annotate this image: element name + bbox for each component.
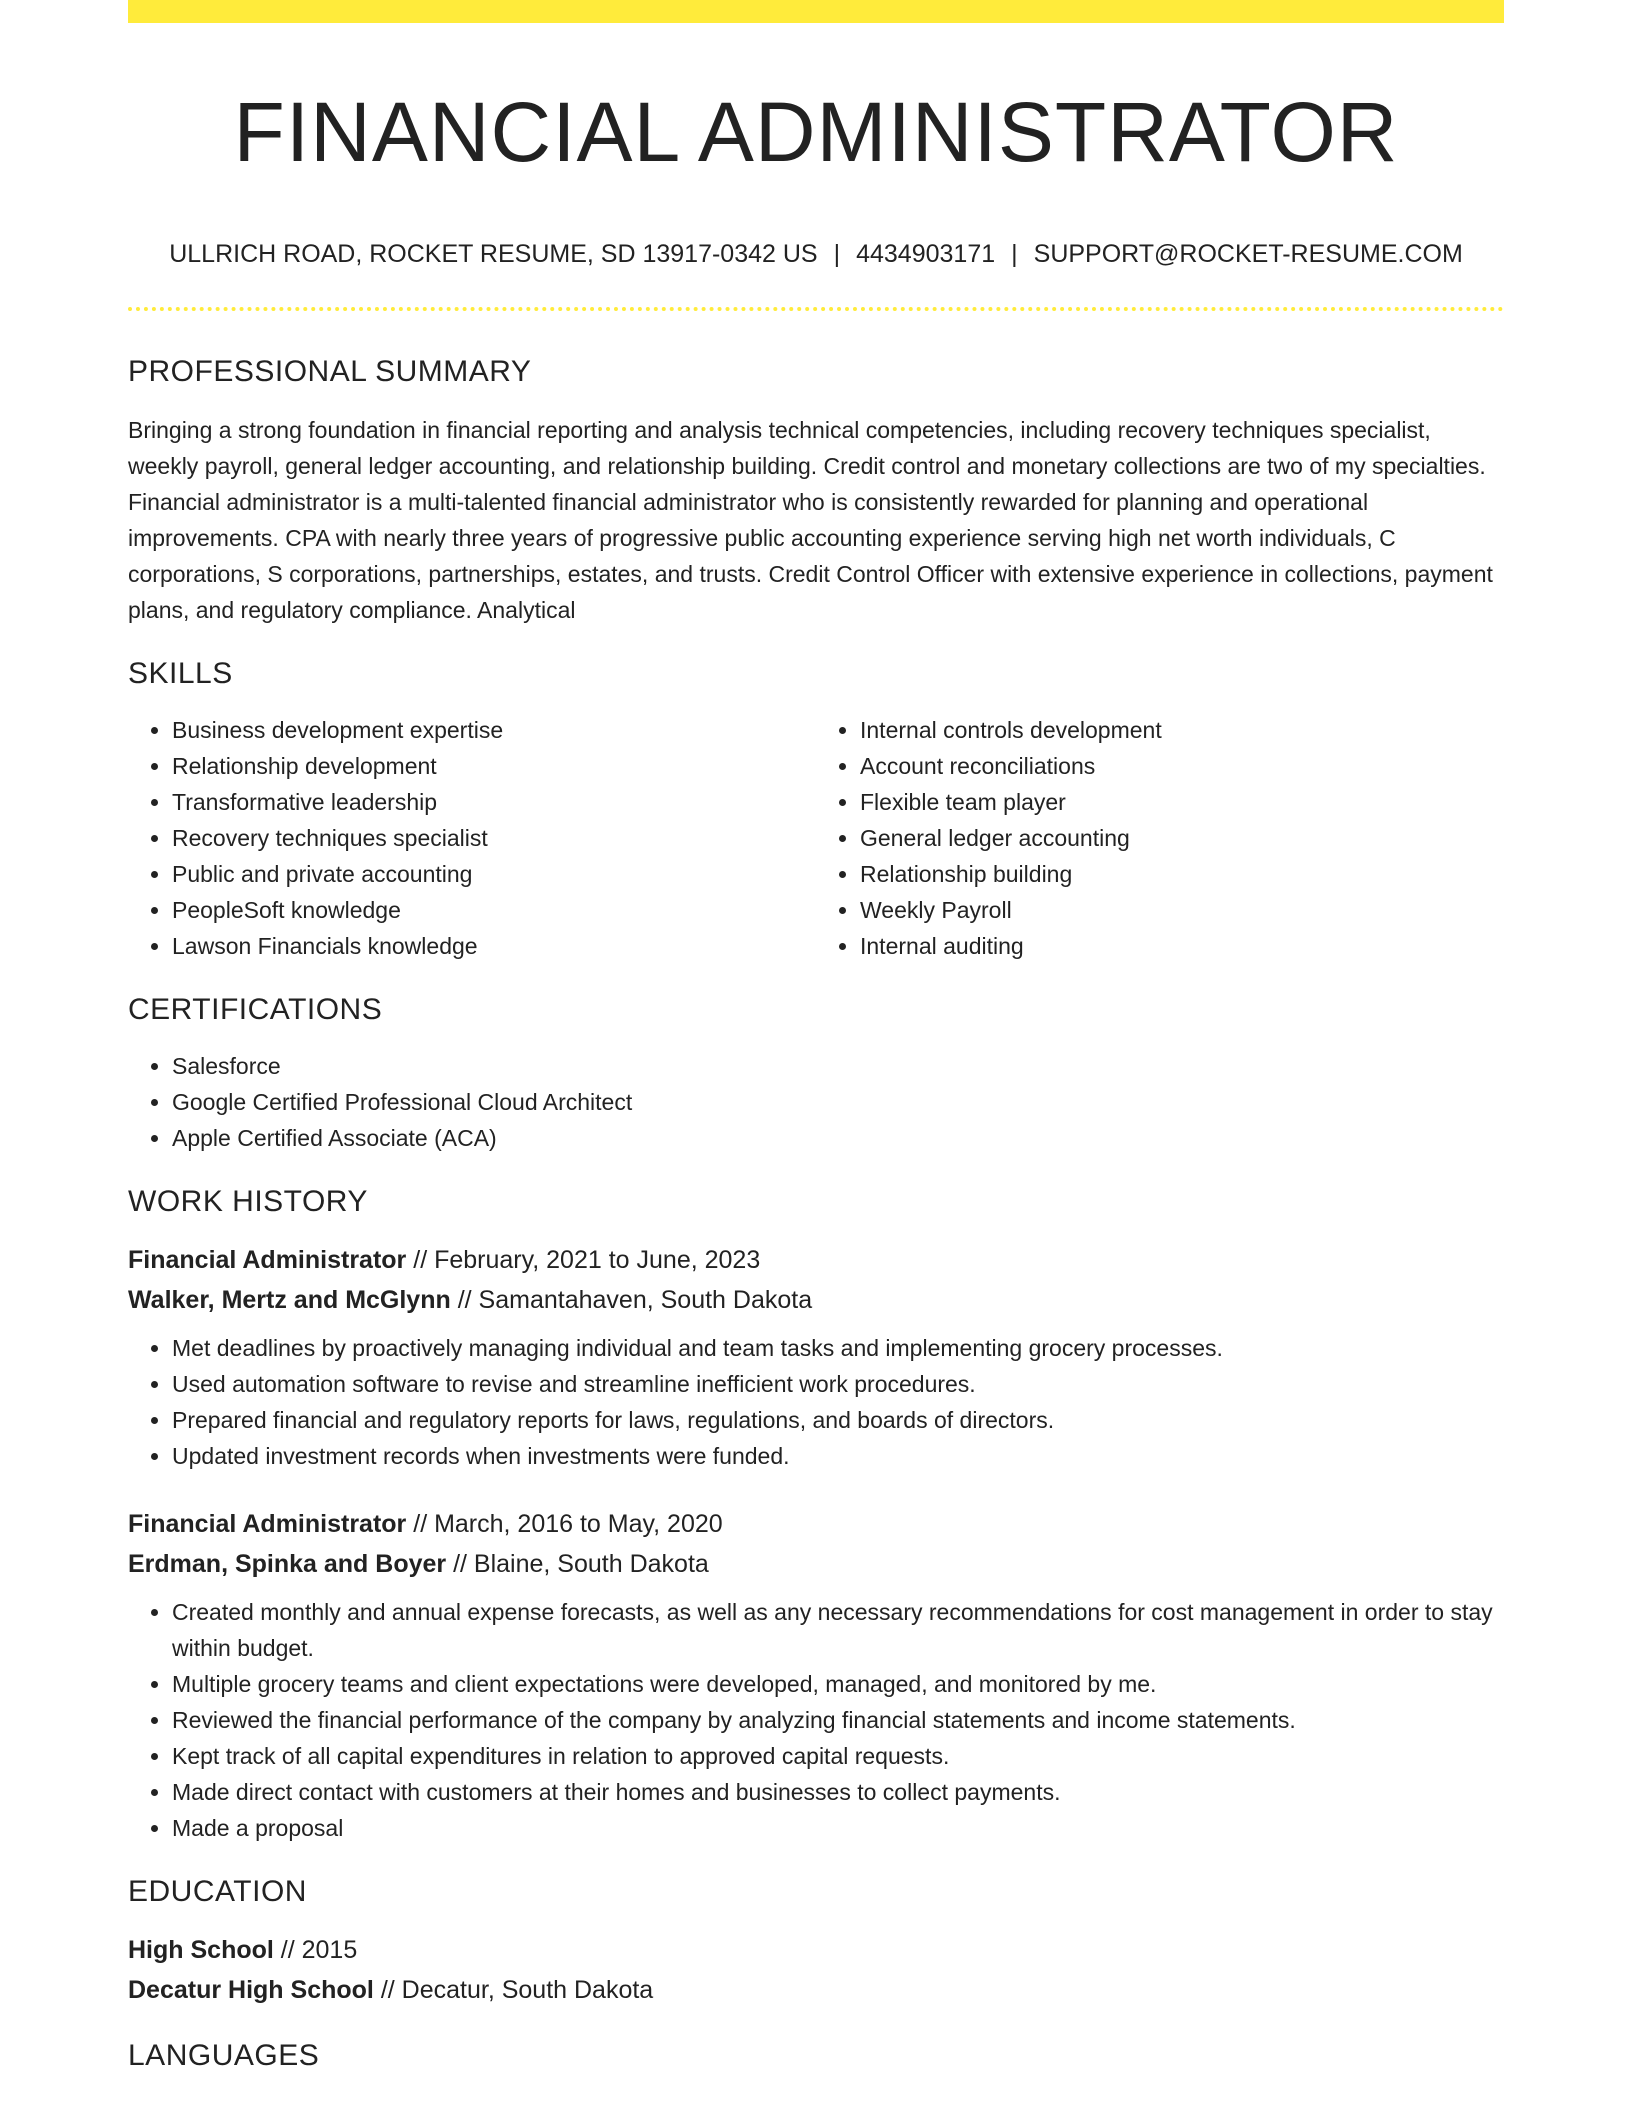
skill-item: • Relationship building bbox=[860, 856, 1504, 892]
job-bullet: • Kept track of all capital expenditures in relation to approved capital requests. bbox=[172, 1738, 1504, 1774]
work-history-section bbox=[128, 1182, 1504, 1846]
accent-top-bar bbox=[128, 0, 1504, 23]
section-heading-education: EDUCATION bbox=[128, 1875, 307, 1908]
job-bullets bbox=[128, 1594, 1504, 1846]
education-school: Decatur High School bbox=[128, 1976, 374, 2004]
certifications-section bbox=[128, 990, 1504, 1156]
contact-address: ULLRICH ROAD, ROCKET RESUME, SD 13917-0342 US bbox=[169, 240, 818, 268]
skills-columns bbox=[128, 712, 1504, 964]
education-entry bbox=[128, 1930, 1504, 2010]
job-company: Erdman, Spinka and Boyer bbox=[128, 1550, 447, 1578]
job-location: // Samantahaven, South Dakota bbox=[450, 1286, 813, 1314]
job-title: Financial Administrator bbox=[128, 1510, 407, 1538]
job-company: Walker, Mertz and McGlynn bbox=[128, 1286, 451, 1314]
certification-item: • Apple Certified Associate (ACA) bbox=[172, 1120, 1504, 1156]
skill-item: • Weekly Payroll bbox=[860, 892, 1504, 928]
skill-item: • Lawson Financials knowledge bbox=[172, 928, 816, 964]
job-dates: // February, 2021 to June, 2023 bbox=[406, 1246, 761, 1274]
job-bullet: • Updated investment records when investments were funded. bbox=[172, 1438, 1504, 1474]
education-year: // 2015 bbox=[273, 1936, 358, 1964]
skill-item: • PeopleSoft knowledge bbox=[172, 892, 816, 928]
job-bullet: • Made direct contact with customers at their homes and businesses to collect payments. bbox=[172, 1774, 1504, 1810]
education-section bbox=[128, 1872, 1504, 2010]
resume-body bbox=[128, 352, 1504, 2076]
skills-section bbox=[128, 654, 1504, 964]
education-location: // Decatur, South Dakota bbox=[373, 1976, 654, 2004]
section-heading-languages: LANGUAGES bbox=[128, 2039, 320, 2072]
certification-item: • Google Certified Professional Cloud Architect bbox=[172, 1084, 1504, 1120]
education-degree-line bbox=[128, 1930, 1504, 1970]
skill-item: • Relationship development bbox=[172, 748, 816, 784]
job-bullet: • Made a proposal bbox=[172, 1810, 1504, 1846]
dotted-divider bbox=[128, 307, 1504, 311]
job-bullet: • Used automation software to revise and streamline inefficient work procedures. bbox=[172, 1366, 1504, 1402]
skill-item: • General ledger accounting bbox=[860, 820, 1504, 856]
skill-item: • Account reconciliations bbox=[860, 748, 1504, 784]
skill-item: • Internal controls development bbox=[860, 712, 1504, 748]
certifications-list bbox=[128, 1048, 1504, 1156]
job-title: Financial Administrator bbox=[128, 1246, 407, 1274]
education-degree: High School bbox=[128, 1936, 274, 1964]
job-dates: // March, 2016 to May, 2020 bbox=[406, 1510, 723, 1538]
job-title-line bbox=[128, 1240, 1504, 1280]
skill-item: • Flexible team player bbox=[860, 784, 1504, 820]
skills-list-left bbox=[128, 712, 816, 964]
job-title-line bbox=[128, 1504, 1504, 1544]
section-heading-skills: SKILLS bbox=[128, 657, 233, 690]
languages-section bbox=[128, 2036, 1504, 2076]
job-bullets bbox=[128, 1330, 1504, 1474]
contact-separator: | bbox=[1011, 240, 1018, 268]
resume-title: FINANCIAL ADMINISTRATOR bbox=[233, 85, 1399, 179]
section-heading-summary: PROFESSIONAL SUMMARY bbox=[128, 355, 532, 388]
section-heading-certifications: CERTIFICATIONS bbox=[128, 993, 383, 1026]
contact-email[interactable]: SUPPORT@ROCKET-RESUME.COM bbox=[1033, 240, 1463, 268]
contact-separator: | bbox=[833, 240, 841, 268]
skill-item: • Business development expertise bbox=[172, 712, 816, 748]
job-bullet: • Met deadlines by proactively managing individual and team tasks and implementing grocery processes. bbox=[172, 1330, 1504, 1366]
job-entry bbox=[128, 1240, 1504, 1474]
job-entry bbox=[128, 1504, 1504, 1846]
education-school-line bbox=[128, 1970, 1504, 2010]
contact-phone[interactable]: 4434903171 bbox=[856, 240, 996, 268]
skill-item: • Internal auditing bbox=[860, 928, 1504, 964]
contact-line bbox=[128, 237, 1504, 271]
summary-text: Bringing a strong foundation in financial reporting and analysis technical competencies, including recovery techniques specialist, weekly payroll, general ledger accounting, and relationship building. Credit control and monetary collections are two of my specialties. Financial administrator is a multi-talented financial administrator who is consistently rewarded for planning and operational improvements. CPA with nearly three years of progressive public accounting experience serving high net worth individuals, C corporations, S corporations, partnerships, estates, and trusts. Credit Control Officer with extensive experience in collections, payment plans, and regulatory compliance. Analytical bbox=[128, 417, 1493, 623]
skill-item: • Recovery techniques specialist bbox=[172, 820, 816, 856]
job-company-line bbox=[128, 1280, 1504, 1320]
certification-item: • Salesforce bbox=[172, 1048, 1504, 1084]
job-bullet: • Prepared financial and regulatory reports for laws, regulations, and boards of directors. bbox=[172, 1402, 1504, 1438]
skill-item: • Public and private accounting bbox=[172, 856, 816, 892]
job-location: // Blaine, South Dakota bbox=[446, 1550, 709, 1578]
job-bullet: • Created monthly and annual expense forecasts, as well as any necessary recommendations for cost management in order to stay within budget. bbox=[172, 1594, 1504, 1666]
skill-item: • Transformative leadership bbox=[172, 784, 816, 820]
summary-section bbox=[128, 352, 1504, 628]
job-bullet: • Reviewed the financial performance of the company by analyzing financial statements and income statements. bbox=[172, 1702, 1504, 1738]
job-company-line bbox=[128, 1544, 1504, 1584]
section-heading-work-history: WORK HISTORY bbox=[128, 1185, 368, 1218]
job-bullet: • Multiple grocery teams and client expectations were developed, managed, and monitored by me. bbox=[172, 1666, 1504, 1702]
skills-list-right bbox=[816, 712, 1504, 964]
